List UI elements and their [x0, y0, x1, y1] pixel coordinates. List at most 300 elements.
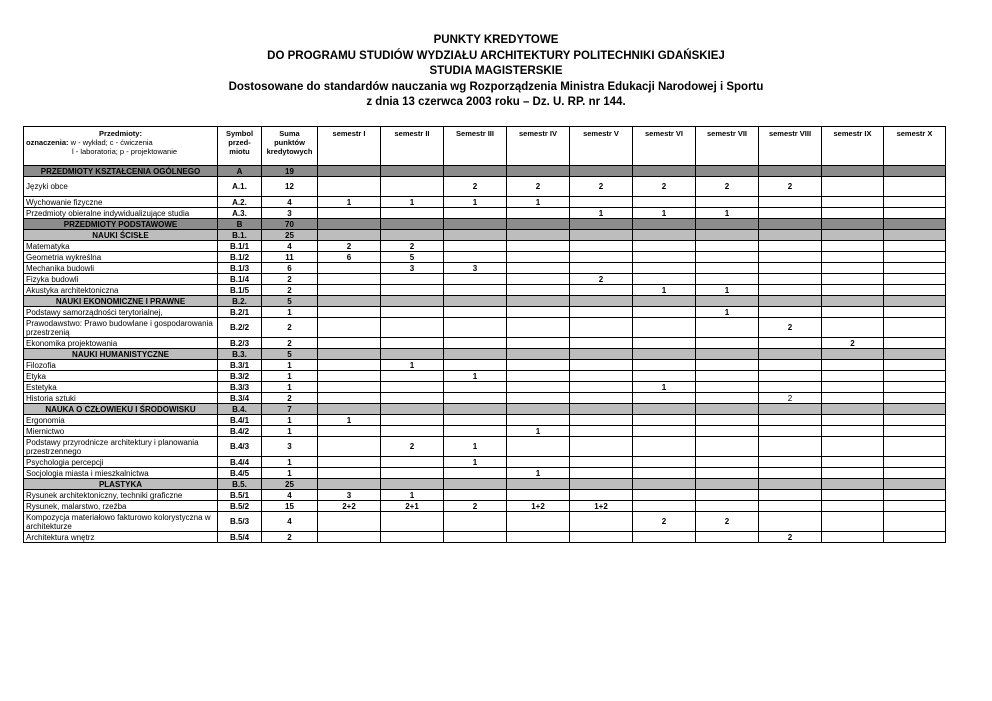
semester-credit-cell: [696, 318, 759, 338]
semester-credit-cell: [884, 177, 946, 197]
semester-credit-cell: [570, 338, 633, 349]
semester-credit-cell: 2: [381, 437, 444, 457]
credit-sum: 70: [262, 219, 318, 230]
semester-credit-cell: [759, 490, 822, 501]
semester-credit-cell: [570, 426, 633, 437]
table-header-row: [24, 127, 946, 166]
table-row: [24, 382, 946, 393]
semester-credit-cell: [822, 512, 884, 532]
semester-credit-cell: [444, 393, 507, 404]
credit-sum: 4: [262, 241, 318, 252]
legend-line-1: w - wykład; c - ćwiczenia: [70, 138, 153, 147]
credit-sum: 2: [262, 338, 318, 349]
semester-credit-cell: 1: [507, 468, 570, 479]
semester-credit-cell: [381, 177, 444, 197]
semester-credit-cell: [507, 404, 570, 415]
semester-credit-cell: [696, 241, 759, 252]
semester-credit-cell: [696, 501, 759, 512]
semester-credit-cell: [318, 360, 381, 371]
subject-symbol: B.5/1: [218, 490, 262, 501]
semester-credit-cell: [633, 360, 696, 371]
semester-credit-cell: [822, 426, 884, 437]
semester-credit-cell: [570, 263, 633, 274]
semester-credit-cell: [318, 166, 381, 177]
semester-credit-cell: [570, 307, 633, 318]
semester-credit-cell: 2: [318, 241, 381, 252]
semester-credit-cell: 2: [696, 177, 759, 197]
semester-credit-cell: [759, 468, 822, 479]
credit-sum: 2: [262, 274, 318, 285]
subject-symbol: B.4/5: [218, 468, 262, 479]
semester-credit-cell: 2: [633, 512, 696, 532]
subject-name: Estetyka: [24, 382, 218, 393]
semester-credit-cell: [318, 512, 381, 532]
semester-credit-cell: [759, 307, 822, 318]
semester-credit-cell: 1: [444, 371, 507, 382]
subject-name: Historia sztuki: [24, 393, 218, 404]
semester-credit-cell: [759, 166, 822, 177]
semester-credit-cell: [507, 360, 570, 371]
semester-credit-cell: [759, 263, 822, 274]
semester-credit-cell: 2: [759, 393, 822, 404]
credit-sum: 1: [262, 382, 318, 393]
semester-credit-cell: [696, 197, 759, 208]
semester-credit-cell: [884, 166, 946, 177]
semester-credit-cell: [633, 274, 696, 285]
semester-credit-cell: [444, 468, 507, 479]
subject-symbol: B.4/4: [218, 457, 262, 468]
semester-credit-cell: [884, 285, 946, 296]
semester-credit-cell: [570, 252, 633, 263]
credit-sum: 1: [262, 426, 318, 437]
semester-credit-cell: [633, 468, 696, 479]
table-row: [24, 177, 946, 197]
semester-credit-cell: [759, 415, 822, 426]
credit-sum: 5: [262, 296, 318, 307]
semester-credit-cell: [381, 349, 444, 360]
semester-credit-cell: [822, 437, 884, 457]
semester-credit-cell: [318, 318, 381, 338]
semester-credit-cell: [381, 382, 444, 393]
subject-name: NAUKA O CZŁOWIEKU I ŚRODOWISKU: [24, 404, 218, 415]
table-row: [24, 532, 946, 543]
semester-credit-cell: [759, 360, 822, 371]
semester-credit-cell: [381, 512, 444, 532]
subject-symbol: B.1.: [218, 230, 262, 241]
semester-credit-cell: [507, 318, 570, 338]
subject-symbol: A: [218, 166, 262, 177]
semester-credit-cell: [759, 285, 822, 296]
legend-label: oznaczenia:: [26, 138, 69, 147]
subject-name: PLASTYKA: [24, 479, 218, 490]
semester-credit-cell: 6: [318, 252, 381, 263]
semester-credit-cell: [444, 274, 507, 285]
semester-credit-cell: [444, 338, 507, 349]
semester-credit-cell: [822, 404, 884, 415]
semester-credit-cell: [507, 457, 570, 468]
semester-credit-cell: [696, 166, 759, 177]
table-row: [24, 426, 946, 437]
semester-credit-cell: 2: [822, 338, 884, 349]
semester-credit-cell: [318, 285, 381, 296]
semester-credit-cell: [822, 263, 884, 274]
semester-credit-cell: [633, 404, 696, 415]
credit-sum: 1: [262, 415, 318, 426]
semester-credit-cell: 1: [381, 360, 444, 371]
section-row: [24, 349, 946, 360]
semester-credit-cell: [570, 512, 633, 532]
semester-credit-cell: [759, 252, 822, 263]
semester-credit-cell: [759, 501, 822, 512]
credit-sum: 4: [262, 490, 318, 501]
table-row: [24, 285, 946, 296]
semester-credit-cell: [884, 501, 946, 512]
semester-credit-cell: [444, 415, 507, 426]
semester-credit-cell: [822, 501, 884, 512]
semester-credit-cell: [696, 404, 759, 415]
table-row: [24, 252, 946, 263]
semester-credit-cell: [633, 349, 696, 360]
semester-credit-cell: [696, 437, 759, 457]
subject-name: Fizyka budowli: [24, 274, 218, 285]
semester-credit-cell: [318, 371, 381, 382]
semester-credit-cell: [381, 468, 444, 479]
semester-credit-cell: [696, 338, 759, 349]
semester-credit-cell: [444, 219, 507, 230]
semester-credit-cell: [884, 404, 946, 415]
semester-credit-cell: [381, 274, 444, 285]
subject-symbol: B.2/1: [218, 307, 262, 318]
semester-credit-cell: [381, 415, 444, 426]
semester-credit-cell: [633, 457, 696, 468]
table-row: [24, 274, 946, 285]
semester-credit-cell: [759, 479, 822, 490]
semester-credit-cell: [444, 307, 507, 318]
semester-credit-cell: [759, 426, 822, 437]
semester-credit-cell: 1: [507, 426, 570, 437]
credit-sum: 2: [262, 318, 318, 338]
semester-credit-cell: [570, 241, 633, 252]
credit-sum: 15: [262, 501, 318, 512]
semester-credit-cell: [381, 393, 444, 404]
semester-credit-cell: [381, 208, 444, 219]
semester-credit-cell: [444, 512, 507, 532]
semester-credit-cell: [696, 415, 759, 426]
credit-sum: 1: [262, 307, 318, 318]
semester-credit-cell: [822, 371, 884, 382]
semester-header: Semestr III: [444, 127, 507, 166]
semester-credit-cell: [884, 197, 946, 208]
semester-credit-cell: [381, 532, 444, 543]
semester-credit-cell: [507, 393, 570, 404]
semester-credit-cell: [570, 285, 633, 296]
credit-table: [23, 126, 946, 543]
semester-credit-cell: [633, 318, 696, 338]
semester-credit-cell: [696, 252, 759, 263]
semester-credit-cell: [696, 468, 759, 479]
semester-credit-cell: [633, 426, 696, 437]
semester-credit-cell: [318, 177, 381, 197]
semester-credit-cell: [633, 338, 696, 349]
subject-name: Etyka: [24, 371, 218, 382]
subjects-header: [24, 127, 218, 166]
semester-credit-cell: [884, 263, 946, 274]
semester-header: semestr VII: [696, 127, 759, 166]
semester-credit-cell: [633, 230, 696, 241]
semester-credit-cell: [884, 360, 946, 371]
table-row: [24, 197, 946, 208]
subject-name: Architektura wnętrz: [24, 532, 218, 543]
semester-credit-cell: 1: [444, 437, 507, 457]
credit-sum: 25: [262, 230, 318, 241]
subject-name: NAUKI ŚCISŁE: [24, 230, 218, 241]
semester-credit-cell: [822, 177, 884, 197]
semester-credit-cell: [822, 468, 884, 479]
section-row: [24, 404, 946, 415]
semester-credit-cell: [696, 296, 759, 307]
semester-header: semestr X: [884, 127, 946, 166]
semester-credit-cell: [570, 296, 633, 307]
semester-credit-cell: [822, 307, 884, 318]
semester-credit-cell: [507, 490, 570, 501]
subject-symbol: B.2.: [218, 296, 262, 307]
subject-symbol: A.2.: [218, 197, 262, 208]
semester-credit-cell: [884, 296, 946, 307]
subject-name: Ergonomia: [24, 415, 218, 426]
subject-name: Akustyka architektoniczna: [24, 285, 218, 296]
semester-credit-cell: [696, 219, 759, 230]
semester-credit-cell: [507, 371, 570, 382]
subject-symbol: B.3/2: [218, 371, 262, 382]
semester-credit-cell: [884, 252, 946, 263]
subject-name: PRZEDMIOTY KSZTAŁCENIA OGÓLNEGO: [24, 166, 218, 177]
subject-name: Podstawy samorządności terytorialnej,: [24, 307, 218, 318]
credit-sum: 25: [262, 479, 318, 490]
table-row: [24, 241, 946, 252]
semester-credit-cell: [507, 382, 570, 393]
semester-credit-cell: 2: [444, 177, 507, 197]
semester-credit-cell: [884, 490, 946, 501]
semester-credit-cell: [822, 208, 884, 219]
semester-credit-cell: [822, 393, 884, 404]
semester-credit-cell: [444, 360, 507, 371]
semester-credit-cell: [318, 274, 381, 285]
credit-sum: 19: [262, 166, 318, 177]
semester-credit-cell: 1: [633, 285, 696, 296]
semester-credit-cell: [822, 274, 884, 285]
semester-credit-cell: [633, 437, 696, 457]
semester-credit-cell: [381, 479, 444, 490]
semester-credit-cell: [318, 532, 381, 543]
semester-credit-cell: [507, 274, 570, 285]
semester-credit-cell: [381, 307, 444, 318]
semester-credit-cell: [633, 241, 696, 252]
subjects-title: Przedmioty:: [99, 129, 142, 138]
semester-credit-cell: [822, 252, 884, 263]
semester-credit-cell: [696, 371, 759, 382]
semester-credit-cell: 2: [696, 512, 759, 532]
semester-credit-cell: [822, 457, 884, 468]
semester-credit-cell: [884, 479, 946, 490]
semester-credit-cell: [381, 404, 444, 415]
section-row: [24, 479, 946, 490]
semester-credit-cell: [759, 241, 822, 252]
semester-credit-cell: [444, 296, 507, 307]
semester-credit-cell: [507, 512, 570, 532]
semester-credit-cell: 2: [759, 177, 822, 197]
semester-credit-cell: [633, 415, 696, 426]
semester-credit-cell: [759, 512, 822, 532]
subject-symbol: B.5.: [218, 479, 262, 490]
table-row: [24, 490, 946, 501]
semester-credit-cell: [696, 382, 759, 393]
semester-credit-cell: [444, 166, 507, 177]
semester-credit-cell: [570, 415, 633, 426]
semester-credit-cell: 1: [507, 197, 570, 208]
semester-credit-cell: [444, 252, 507, 263]
semester-credit-cell: [381, 296, 444, 307]
semester-credit-cell: [884, 415, 946, 426]
semester-credit-cell: [570, 404, 633, 415]
semester-credit-cell: [759, 437, 822, 457]
semester-credit-cell: [507, 437, 570, 457]
semester-credit-cell: [696, 349, 759, 360]
semester-credit-cell: [759, 338, 822, 349]
credit-sum: 3: [262, 437, 318, 457]
semester-credit-cell: [696, 393, 759, 404]
credit-sum: 1: [262, 457, 318, 468]
semester-credit-cell: 5: [381, 252, 444, 263]
subject-name: Rysunek, malarstwo, rzeźba: [24, 501, 218, 512]
semester-credit-cell: [884, 349, 946, 360]
semester-credit-cell: [507, 208, 570, 219]
semester-credit-cell: [381, 230, 444, 241]
semester-credit-cell: [381, 338, 444, 349]
subject-name: Socjologia miasta i mieszkalnictwa: [24, 468, 218, 479]
semester-credit-cell: [884, 437, 946, 457]
semester-credit-cell: [444, 532, 507, 543]
semester-credit-cell: [633, 252, 696, 263]
subject-name: Prawodawstwo: Prawo budowlane i gospodarowania przestrzenią: [24, 318, 218, 338]
semester-credit-cell: [884, 532, 946, 543]
table-row: [24, 512, 946, 532]
semester-credit-cell: 1: [381, 490, 444, 501]
symbol-header: Symbol przed-miotu: [218, 127, 262, 166]
semester-credit-cell: 1+2: [507, 501, 570, 512]
semester-credit-cell: [570, 349, 633, 360]
semester-credit-cell: [507, 532, 570, 543]
semester-credit-cell: 1: [318, 197, 381, 208]
semester-credit-cell: [759, 404, 822, 415]
subject-symbol: A.1.: [218, 177, 262, 197]
semester-credit-cell: [759, 274, 822, 285]
semester-credit-cell: [696, 274, 759, 285]
semester-credit-cell: 3: [444, 263, 507, 274]
semester-credit-cell: [696, 479, 759, 490]
subject-symbol: B.1/5: [218, 285, 262, 296]
subject-symbol: A.3.: [218, 208, 262, 219]
semester-credit-cell: [570, 219, 633, 230]
semester-credit-cell: [884, 468, 946, 479]
semester-credit-cell: [570, 532, 633, 543]
semester-header: semestr I: [318, 127, 381, 166]
semester-credit-cell: [381, 457, 444, 468]
table-row: [24, 263, 946, 274]
subject-symbol: B.5/3: [218, 512, 262, 532]
semester-credit-cell: 1+2: [570, 501, 633, 512]
semester-credit-cell: [318, 338, 381, 349]
semester-credit-cell: 2: [633, 177, 696, 197]
semester-credit-cell: [759, 349, 822, 360]
semester-credit-cell: 2: [759, 318, 822, 338]
semester-credit-cell: [822, 415, 884, 426]
subject-symbol: B.3.: [218, 349, 262, 360]
semester-credit-cell: [633, 197, 696, 208]
semester-credit-cell: [381, 318, 444, 338]
semester-credit-cell: 1: [633, 208, 696, 219]
table-row: [24, 307, 946, 318]
semester-credit-cell: [318, 457, 381, 468]
semester-credit-cell: [696, 230, 759, 241]
semester-credit-cell: [507, 307, 570, 318]
subject-symbol: B.1/4: [218, 274, 262, 285]
semester-credit-cell: [822, 241, 884, 252]
table-row: [24, 468, 946, 479]
semester-credit-cell: 1: [444, 197, 507, 208]
semester-credit-cell: [759, 208, 822, 219]
semester-credit-cell: [759, 230, 822, 241]
document-header: [0, 33, 992, 111]
semester-credit-cell: [633, 490, 696, 501]
subject-name: Rysunek architektoniczny, techniki graficzne: [24, 490, 218, 501]
semester-credit-cell: [381, 426, 444, 437]
subject-name: Języki obce: [24, 177, 218, 197]
subject-name: Psychologia percepcji: [24, 457, 218, 468]
semester-credit-cell: [696, 426, 759, 437]
semester-credit-cell: [507, 296, 570, 307]
semester-credit-cell: [884, 274, 946, 285]
table-row: [24, 437, 946, 457]
semester-credit-cell: [633, 371, 696, 382]
semester-credit-cell: [633, 263, 696, 274]
semester-credit-cell: [884, 382, 946, 393]
semester-credit-cell: [884, 219, 946, 230]
semester-credit-cell: [884, 371, 946, 382]
semester-credit-cell: [381, 219, 444, 230]
semester-credit-cell: 1: [696, 307, 759, 318]
credit-sum: 4: [262, 197, 318, 208]
semester-credit-cell: [822, 479, 884, 490]
semester-credit-cell: [318, 479, 381, 490]
subject-symbol: B.3/4: [218, 393, 262, 404]
subject-symbol: B.3/3: [218, 382, 262, 393]
semester-credit-cell: [822, 219, 884, 230]
semester-credit-cell: [318, 208, 381, 219]
subject-name: Podstawy przyrodnicze architektury i planowania przestrzennego: [24, 437, 218, 457]
subject-name: Miernictwo: [24, 426, 218, 437]
semester-credit-cell: [444, 404, 507, 415]
semester-credit-cell: [759, 219, 822, 230]
semester-credit-cell: [822, 349, 884, 360]
semester-header: semestr VI: [633, 127, 696, 166]
semester-credit-cell: [507, 285, 570, 296]
subject-name: Filozofia: [24, 360, 218, 371]
semester-credit-cell: [507, 219, 570, 230]
semester-header: semestr II: [381, 127, 444, 166]
semester-credit-cell: [318, 393, 381, 404]
table-row: [24, 457, 946, 468]
semester-credit-cell: [759, 457, 822, 468]
